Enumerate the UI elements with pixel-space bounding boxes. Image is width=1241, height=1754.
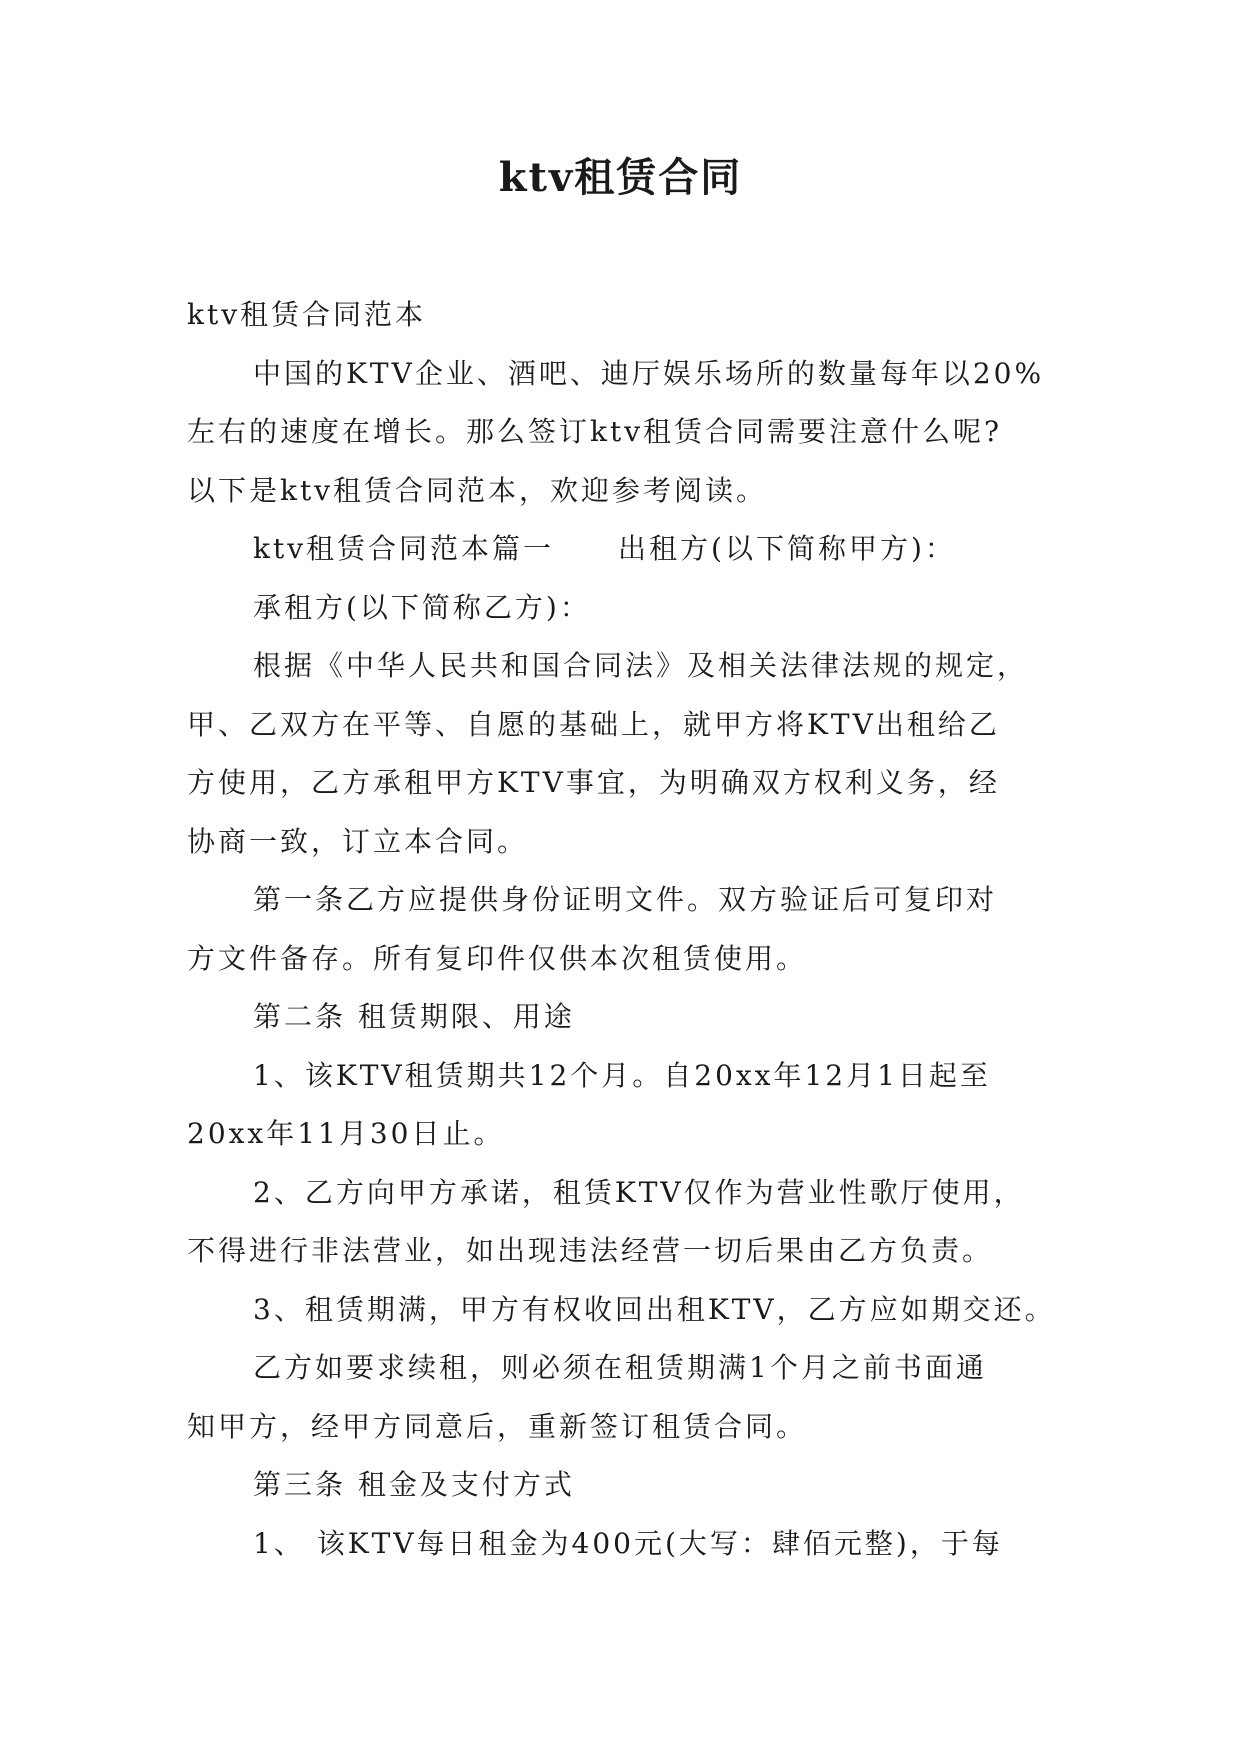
- paragraph-line: 中国的KTV企业、酒吧、迪厅娱乐场所的数量每年以20%: [253, 356, 1045, 390]
- clause-line: 方文件备存。所有复印件仅供本次租赁使用。: [187, 941, 808, 975]
- subtitle-line: ktv租赁合同范本: [187, 298, 427, 331]
- paragraph-line: 根据《中华人民共和国合同法》及相关法律法规的规定，: [253, 649, 1029, 682]
- clause-line: 知甲方，经甲方同意后，重新签订租赁合同。: [187, 1409, 808, 1443]
- clause-line: 1、该KTV租赁期共12个月。自20xx年12月1日起至: [253, 1058, 991, 1092]
- lessee-label: 承租方(以下简称乙方)：: [253, 590, 591, 624]
- section-heading: ktv租赁合同范本篇一: [253, 532, 555, 565]
- clause-line: 1、 该KTV每日租金为400元(大写：肆佰元整)，于每: [253, 1526, 1003, 1560]
- clause-heading: 第二条 租赁期限、用途: [253, 1000, 575, 1033]
- document-body: [187, 286, 1057, 1573]
- clause-line: 不得进行非法营业，如出现违法经营一切后果由乙方负责。: [187, 1234, 994, 1267]
- clause-line: 第一条乙方应提供身份证明文件。双方验证后可复印对: [253, 883, 998, 916]
- paragraph-line: 甲、乙双方在平等、自愿的基础上，就甲方将KTV出租给乙: [187, 707, 1000, 741]
- section-heading-line: [187, 520, 1057, 579]
- lessor-label: 出租方(以下简称甲方)：: [618, 532, 956, 565]
- clause-line: 2、乙方向甲方承诺，租赁KTV仅作为营业性歌厅使用，: [253, 1175, 1025, 1209]
- paragraph-line: 以下是ktv租赁合同范本，欢迎参考阅读。: [187, 473, 768, 507]
- paragraph-line: 协商一致，订立本合同。: [187, 824, 529, 858]
- clause-line: 3、租赁期满，甲方有权收回出租KTV，乙方应如期交还。: [253, 1292, 1056, 1326]
- paragraph-line: 左右的速度在增长。那么签订ktv租赁合同需要注意什么呢?: [187, 415, 1003, 448]
- paragraph-line: 方使用，乙方承租甲方KTV事宜，为明确双方权利义务，经: [187, 766, 1000, 799]
- document-title: ktv租赁合同: [498, 154, 743, 201]
- clause-line: 20xx年11月30日止。: [187, 1117, 505, 1150]
- clause-line: 乙方如要求续租，则必须在租赁期满1个月之前书面通: [253, 1351, 987, 1384]
- clause-heading: 第三条 租金及支付方式: [253, 1468, 575, 1501]
